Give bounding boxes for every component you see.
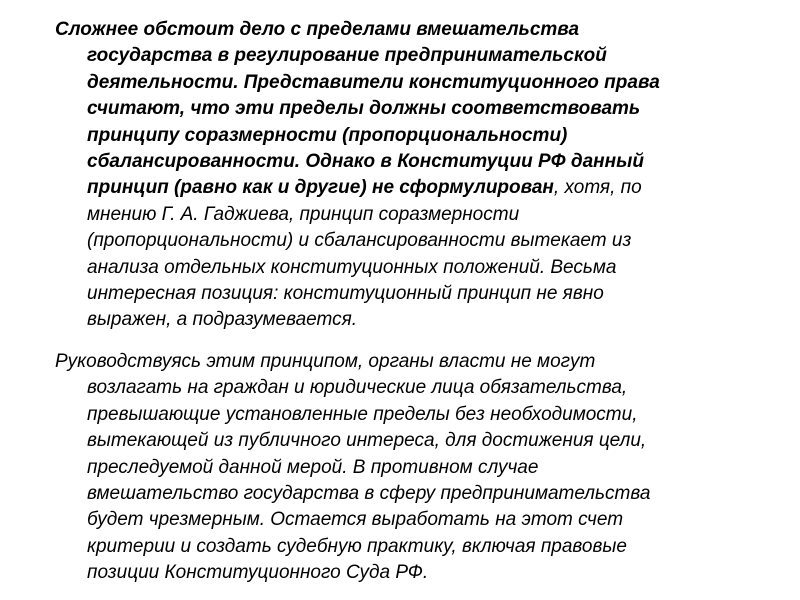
paragraph-1-line-8 [55, 202, 775, 228]
paragraph-1 [55, 17, 775, 334]
paragraph-1-line-7 [55, 175, 775, 201]
normal-text: преследуемой данной мерой. В противном случае [87, 456, 539, 478]
bold-text: Сложнее обстоит дело с пределами вмешательства [55, 19, 580, 40]
bold-text: государства в регулирование предпринимательской [87, 45, 607, 67]
paragraph-1-line-6 [55, 149, 775, 175]
paragraph-1-line-2 [55, 43, 775, 69]
paragraph-1-line-10 [55, 255, 775, 281]
bold-text: считают, что эти пределы должны соответствовать [87, 98, 641, 120]
paragraph-2-line-6 [55, 481, 775, 507]
paragraph-1-line-12 [55, 307, 775, 333]
paragraph-2-line-7 [55, 507, 775, 533]
normal-text: мнению Г. А. Гаджиева, принцип соразмерности [87, 203, 520, 225]
paragraph-2-line-9 [55, 560, 775, 586]
paragraph-2-line-8 [55, 534, 775, 560]
normal-text: анализа отдельных конституционных положений. Весьма [87, 256, 617, 278]
normal-text: вытекающей из публичного интереса, для достижения цели, [87, 430, 647, 452]
normal-text: интересная позиция: конституционный принцип не явно [87, 283, 604, 305]
normal-text: будет чрезмерным. Остается выработать на этот счет [87, 509, 624, 531]
bold-text: принципу соразмерности (пропорциональности) [87, 124, 568, 146]
paragraph-1-line-4 [55, 96, 775, 122]
normal-text: (пропорциональности) и сбалансированности вытекает из [87, 230, 632, 252]
normal-text: вмешательство государства в сферу предпринимательства [87, 483, 651, 505]
paragraph-2-line-2 [55, 375, 775, 401]
paragraph-2-line-1 [55, 349, 775, 375]
normal-text: , хотя, по [553, 177, 642, 199]
paragraph-2-line-5 [55, 455, 775, 481]
paragraph-1-line-11 [55, 281, 775, 307]
paragraph-2-line-3 [55, 402, 775, 428]
paragraph-1-line-5 [55, 123, 775, 149]
normal-text: критерии и создать судебную практику, включая правовые [87, 535, 627, 557]
normal-text: возлагать на граждан и юридические лица обязательства, [87, 377, 628, 399]
normal-text: выражен, а подразумевается. [87, 309, 358, 331]
paragraph-1-line-1 [55, 17, 775, 43]
paragraph-2 [55, 349, 775, 587]
normal-text: Руководствуясь этим принципом, органы власти не могут [55, 351, 596, 372]
paragraph-2-line-4 [55, 428, 775, 454]
bold-text: деятельности. Представители конституционного права [87, 71, 660, 93]
paragraph-1-line-3 [55, 70, 775, 96]
bold-text: сбалансированности. Однако в Конституции РФ данный [87, 151, 644, 173]
paragraph-1-line-9 [55, 228, 775, 254]
normal-text: позиции Конституционного Суда РФ. [87, 562, 429, 584]
normal-text: превышающие установленные пределы без необходимости, [87, 403, 638, 425]
bold-text: принцип (равно как и другие) не сформулирован [87, 177, 554, 199]
